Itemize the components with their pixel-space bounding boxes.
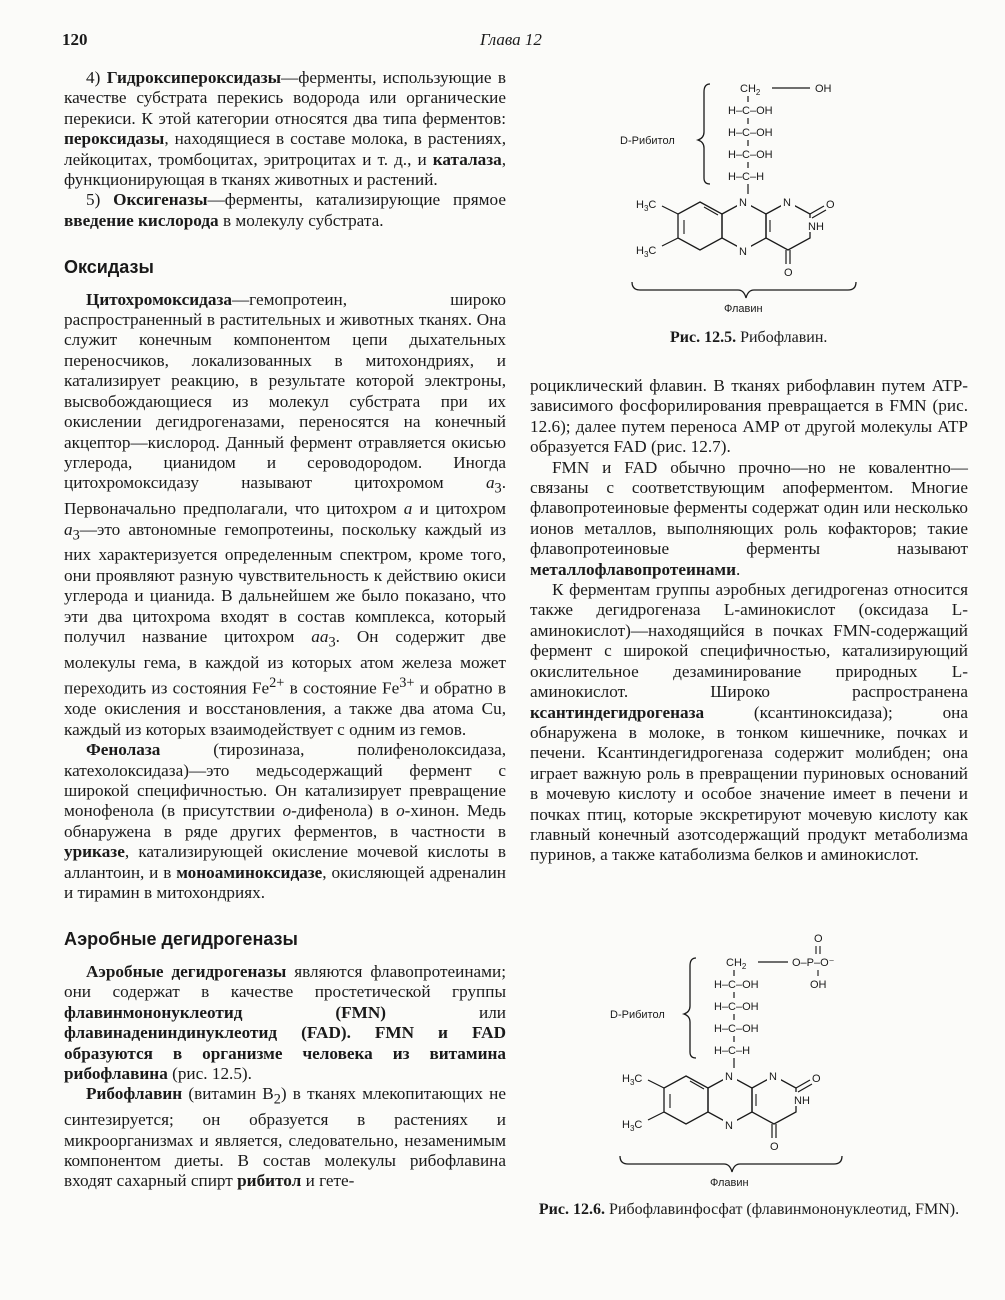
methyl-bottom xyxy=(622,1119,642,1133)
flavin-label: Флавин xyxy=(724,303,763,315)
term-xanthine-dehydrogenase: ксантиндегидрогеназа xyxy=(530,702,705,722)
methyl-bond xyxy=(662,206,678,214)
symbol: a xyxy=(64,519,73,539)
chain-row-3: H–C–OH xyxy=(728,149,773,161)
term-riboflavin: Рибофлавин xyxy=(86,1084,183,1104)
running-head: Глава 12 xyxy=(480,30,542,49)
chain-row-2: H–C–OH xyxy=(714,1001,759,1013)
caption-label: Рис. 12.6. xyxy=(538,1201,605,1218)
text: (рис. 12.5). xyxy=(167,1063,252,1083)
paragraph-oxygenases xyxy=(64,190,506,231)
text: в состояние Fe xyxy=(284,679,400,699)
n-top: N xyxy=(739,197,747,209)
pyrimidine-ring xyxy=(752,1076,796,1124)
ribitol-label: D-Рибитол xyxy=(610,1009,665,1021)
term-monoamine-oxidase: моноаминоксидазе xyxy=(176,862,323,882)
term-catalase: каталаза xyxy=(432,149,502,169)
caption-figure-12-6 xyxy=(530,1200,968,1219)
symbol: aa xyxy=(311,627,329,647)
ch2-subscript: 2 xyxy=(741,962,747,971)
n-bottom: N xyxy=(725,1120,733,1132)
methyl-h: H xyxy=(622,1073,630,1085)
text: , окисляющей адреналин и тирамин в митохондриях. xyxy=(64,862,506,903)
text: , находящиеся в составе молока, в растениях, лейкоцитах, тромбоцитах, эритроцитах и т. д., и xyxy=(64,129,506,169)
term-fad: флавинадениндинуклеотид (FAD). FMN и FAD образуются в организме человека из витамина рибофлавина xyxy=(64,1023,506,1083)
superscript: 3+ xyxy=(399,675,415,692)
text: и цитохром xyxy=(412,499,507,519)
o-bottom: O xyxy=(770,1141,779,1153)
paragraph-phenolase xyxy=(64,740,506,903)
methyl-h: H xyxy=(636,245,644,257)
text: и обратно в ходе окисления и восстановления, а также два атома Cu, каждый из которых взаимодействует с одним из гемов. xyxy=(64,679,506,739)
text: —это автономные гемопротеины, поскольку каждый из них характеризуется определенным спектром, кроме того, они проявляют разную чувствительность к действию окиси углерода и цианида. В дальнейшем же было показано, что эти два цитохрома входят в состав комплекса, который получил название цитохром xyxy=(64,519,506,647)
ch2-subscript: 2 xyxy=(755,88,761,97)
text: К ферментам группы аэробных дегидрогеназ относится также дегидрогеназа L-аминокислот (оксидаза L-аминокислот)—находящийся в почках FMN-содержащий фермент с широкой специфичностью, катализирующий окислительное дезаминирование природных L-аминокислот. Широко распространена xyxy=(530,580,968,702)
ribitol-brace xyxy=(684,958,696,1058)
subscript: 2 xyxy=(273,1091,281,1108)
superscript: 2+ xyxy=(269,675,285,692)
heading-aerobic-dehydrogenases: Аэробные дегидрогеназы xyxy=(64,929,298,950)
benzene-ring xyxy=(678,202,722,250)
text: . xyxy=(735,559,741,579)
ch2-group xyxy=(726,957,747,971)
symbol: a xyxy=(403,499,413,519)
subscript: 3 xyxy=(494,480,502,497)
ch2-text: CH xyxy=(726,957,742,969)
phosphate-oh: OH xyxy=(810,979,827,991)
n-bottom: N xyxy=(739,246,747,258)
chain-row-3: H–C–OH xyxy=(714,1023,759,1035)
paragraph-flavin-continuation: роциклический флавин. В тканях рибофлавин путем ATP-зависимого фосфорилирования превращается в FMN (рис. 12.6); далее путем переноса AMP от другой молекулы ATP образуется FAD (рис. 12.7). xyxy=(530,376,968,457)
methyl-bottom xyxy=(636,245,656,259)
ribitol-label: D-Рибитол xyxy=(620,135,675,147)
term-hydroperoxidases: Гидроксипероксидазы xyxy=(106,68,282,87)
phosphate-o-top: O xyxy=(814,933,823,945)
text: или xyxy=(386,1002,506,1022)
nh-group: NH xyxy=(794,1095,810,1107)
pyrazine-ring xyxy=(708,1076,752,1124)
term-aerobic-dehydrogenases: Аэробные дегидрогеназы xyxy=(86,961,287,981)
paragraph-fmn-fad-binding xyxy=(530,458,968,580)
text: (витамин B xyxy=(182,1084,274,1104)
riboflavin-structure xyxy=(610,72,910,322)
oh-end: OH xyxy=(815,83,832,95)
n-top: N xyxy=(725,1071,733,1083)
symbol: о xyxy=(282,801,292,821)
text: —ферменты, катализирующие прямое xyxy=(207,190,506,210)
text: FMN и FAD обычно прочно—но не ковалентно—связаны с соответствующим апоферментом. Многие флавопротеиновые ферменты содержат один или несколько ионов металлов, выполняющих роль кофакторов; такие флавопротеиновые ферменты называют xyxy=(530,457,968,559)
term-oxygen-introduction: введение кислорода xyxy=(64,210,219,230)
paragraph-cytochrome-oxidase xyxy=(64,290,506,741)
chain-row-4: H–C–H xyxy=(728,171,765,183)
figure-riboflavin xyxy=(610,72,910,322)
text: (тирозиназа, полифенолоксидаза, катехолоксидаза)—это медьсодержащий фермент с широкой специфичностью. Он катализирует превращение монофенола (в присутствии xyxy=(64,740,506,821)
nh-group: NH xyxy=(808,221,824,233)
pyrimidine-ring xyxy=(766,202,810,250)
text: и гете- xyxy=(301,1171,355,1191)
paragraph-hydroperoxidases xyxy=(64,68,506,190)
methyl-top xyxy=(622,1073,642,1087)
methyl-bond xyxy=(662,238,678,246)
methyl-c: C xyxy=(634,1119,643,1131)
chain-row-1: H–C–OH xyxy=(728,105,773,117)
fmn-structure xyxy=(610,930,910,1190)
term-peroxidases: пероксидазы xyxy=(64,129,165,149)
right-column xyxy=(530,376,968,866)
flavin-label: Флавин xyxy=(710,1177,749,1189)
methyl-c: C xyxy=(634,1073,643,1085)
text: —ферменты, использующие в качестве субстрата перекись водорода или органические перекиси. К этой категории относятся два типа ферментов: xyxy=(64,68,506,128)
item-number: 5) xyxy=(86,190,114,210)
pyrazine-ring xyxy=(722,202,766,250)
o-top: O xyxy=(812,1073,821,1085)
o-bottom: O xyxy=(784,267,793,279)
item-number: 4) xyxy=(86,68,107,87)
text: , катализирующей окисление мочевой кислоты в аллантоин, и в xyxy=(64,842,506,882)
symbol: о xyxy=(396,801,405,821)
subscript: 3 xyxy=(72,527,80,543)
paragraph-amino-acid-dehydrogenase xyxy=(530,580,968,866)
methyl-h: H xyxy=(622,1119,630,1131)
methyl-subscript: 3 xyxy=(643,250,649,259)
methyl-bond xyxy=(648,1080,664,1088)
term-phenolase: Фенолаза xyxy=(86,740,161,760)
chain-row-4: H–C–H xyxy=(714,1045,751,1057)
methyl-subscript: 3 xyxy=(629,1124,635,1133)
term-metalloflavoproteins: металлофлавопротеинами xyxy=(530,559,736,579)
term-uricase: уриказе xyxy=(64,842,125,862)
flavin-brace xyxy=(632,282,856,298)
n-right: N xyxy=(769,1071,777,1083)
methyl-h: H xyxy=(636,199,644,211)
text: являются флавопротеинами; они содержат в качестве простетической группы xyxy=(64,961,506,1002)
text: в молекулу субстрата. xyxy=(218,210,384,230)
ch2-group xyxy=(740,83,761,97)
left-column xyxy=(64,68,506,1192)
n-right: N xyxy=(783,197,791,209)
ribitol-brace xyxy=(698,84,710,184)
text: ) в тканях млекопитающих не синтезируется; он образуется в растениях и микроорганизмах и является, следовательно, незаменимым компонентом диеты. В состав молекулы рибофлавина входят сахарный спирт xyxy=(64,1084,507,1191)
caption-label: Рис. 12.5. xyxy=(670,329,737,346)
heading-oxidases: Оксидазы xyxy=(64,257,154,278)
methyl-c: C xyxy=(648,245,657,257)
methyl-subscript: 3 xyxy=(643,204,649,213)
text: (ксантиноксидаза); она обнаружена в молоке, в тонком кишечнике, почках и печени. Ксантиндегидрогеназа содержит молибден; она играет важную роль в превращении пуриновых оснований в мочевую кислоту и особое значение имеет в печени и почках птиц, которые экскретируют мочевую кислоту как главный конечный азотсодержащий продукт метаболизма пуринов, а также катаболизма белков и аминокислот. xyxy=(530,702,968,865)
chain-row-2: H–C–OH xyxy=(728,127,773,139)
page-number: 120 xyxy=(62,30,88,49)
paragraph-aerobic-dehydrogenases xyxy=(64,962,506,1084)
text: . Он содержит две молекулы гема, в каждой из которых атом железа может переходить из состояния Fe xyxy=(64,627,506,699)
text: . Первоначально предполагали, что цитохром xyxy=(64,473,506,519)
flavin-brace xyxy=(620,1156,842,1172)
term-ribitol: рибитол xyxy=(237,1171,302,1191)
methyl-c: C xyxy=(648,199,657,211)
ch2-text: CH xyxy=(740,83,756,95)
term-fmn: флавинмононуклеотид (FMN) xyxy=(64,1002,387,1022)
text: -дифенола) в xyxy=(291,801,397,821)
o-top: O xyxy=(826,199,835,211)
methyl-bond xyxy=(648,1112,664,1120)
methyl-top xyxy=(636,199,656,213)
symbol: a xyxy=(485,473,495,493)
subscript: 3 xyxy=(328,634,336,651)
chain-row-1: H–C–OH xyxy=(714,979,759,991)
phosphate-group: O–P–O⁻ xyxy=(792,957,835,969)
benzene-ring xyxy=(664,1076,708,1124)
text: -хинон. Медь обнаружена в ряде других ферментов, в частности в xyxy=(64,801,507,841)
methyl-subscript: 3 xyxy=(629,1078,635,1087)
paragraph-riboflavin xyxy=(64,1084,506,1191)
term-cytochrome-oxidase: Цитохромоксидаза xyxy=(86,289,232,309)
text: , функционирующая в тканях животных и растений. xyxy=(64,149,506,190)
caption-figure-12-5 xyxy=(670,328,827,347)
text: —гемопротеин, широко распространенный в растительных и животных тканях. Она служит конечным компонентом цепи дыхательных переносчиков, локализованных в митохондриях, и катализирует реакцию, в результате которой электроны, высвобождающиеся из молекул субстрата при их окислении дегидрогеназами, переносятся на конечный акцептор—кислород. Данный фермент отравляется окисью углерода, цианидом и сероводородом. Иногда цитохромоксидазу называют цитохромом xyxy=(64,289,506,493)
caption-text: Рибофлавин. xyxy=(736,329,828,346)
caption-text: Рибофлавинфосфат (флавинмононуклеотид, FMN). xyxy=(604,1201,960,1218)
term-oxygenases: Оксигеназы xyxy=(113,190,208,210)
figure-riboflavin-phosphate xyxy=(610,930,910,1190)
